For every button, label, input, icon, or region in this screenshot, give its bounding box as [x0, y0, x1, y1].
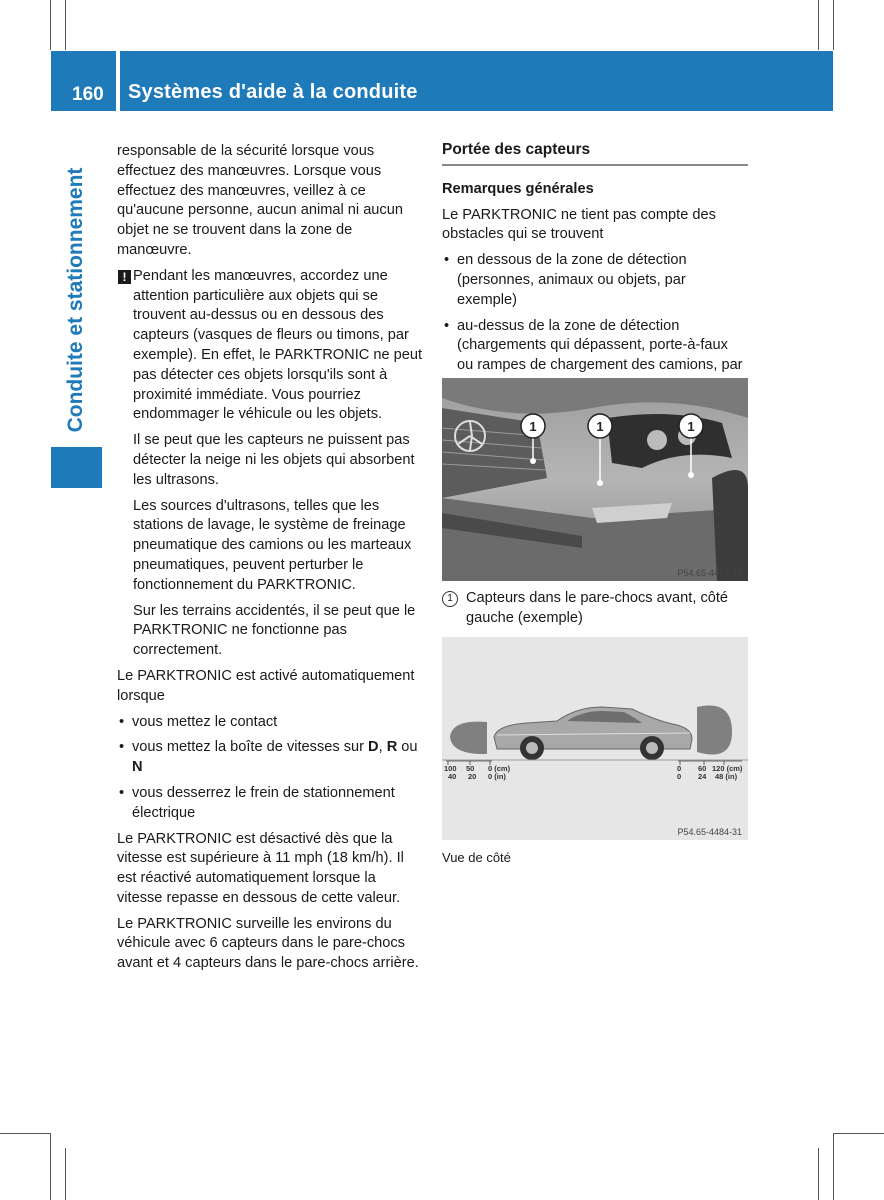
callout-number: 1 — [687, 419, 695, 434]
scale-label-in: 0 — [677, 772, 682, 781]
sub-heading: Remarques générales — [442, 180, 594, 197]
gear-r: R — [386, 739, 398, 756]
callout-number: 1 — [596, 419, 604, 434]
gear-d: D — [368, 739, 379, 756]
warning-icon: ! — [118, 270, 131, 284]
list-item: • au-dessus de la zone de détection (chargements qui dépassent, porte-à-faux ou rampes de chargement des camions, par — [442, 317, 748, 396]
separator: , — [378, 739, 387, 756]
paragraph: Le PARKTRONIC surveille les environs du véhicule avec 6 capteurs dans le pare-chocs avant et 4 capteurs dans le pare-chocs arrière. — [117, 915, 419, 972]
crop-mark — [834, 1133, 884, 1134]
chapter-thumb-tab — [51, 447, 102, 488]
scale-label-in: 20 — [468, 772, 477, 781]
crop-mark — [65, 0, 66, 50]
crop-mark — [818, 0, 819, 50]
list-item — [117, 738, 423, 778]
crop-mark — [65, 1148, 66, 1200]
scale-label-in: 24 — [698, 772, 707, 781]
front-bumper-figure — [442, 378, 748, 581]
right-column — [442, 140, 748, 402]
paragraph: Le PARKTRONIC ne tient pas compte des obstacles qui se trouvent — [442, 206, 716, 243]
crop-mark — [50, 1133, 51, 1200]
front-detection-zone — [697, 705, 732, 754]
warning-text: Les sources d'ultrasons, telles que les stations de lavage, le système de freinage pneumatique des camions ou les marteaux pneumatiques, peuvent perturber le fonctionnement du PARKTRONIC. — [133, 497, 412, 593]
section-title: Systèmes d'aide à la conduite — [128, 81, 418, 103]
figure2-caption: Vue de côté — [442, 850, 511, 865]
scale-label-cm: 50 — [466, 764, 475, 773]
figure-reference: P54.65-4472-31 — [677, 568, 742, 578]
conjunction: ou — [397, 739, 418, 756]
crop-mark — [818, 1148, 819, 1200]
list-item: • vous desserrez le frein de stationnement électrique — [117, 784, 423, 824]
caption-text: Capteurs dans le pare-chocs avant, côté gauche (exemple) — [466, 590, 729, 626]
scale-label-cm: 0 — [677, 764, 682, 773]
front-rim — [646, 742, 658, 754]
left-column — [117, 142, 423, 980]
figure1-caption — [442, 589, 748, 629]
scale-label-cm: 120 (cm) — [712, 764, 743, 773]
page-number: 160 — [72, 84, 104, 105]
crop-mark — [50, 0, 51, 50]
scale-label-in: 40 — [448, 772, 457, 781]
scale-label-in: 0 (in) — [488, 772, 506, 781]
headlight-lens — [647, 430, 667, 450]
list-item: • vous mettez le contact — [117, 713, 423, 733]
paragraph: Le PARKTRONIC est désactivé dès que la vitesse est supérieure à 11 mph (18 km/h). Il est réactivé automatiquement lorsque la vitesse repasse en dessous de cette valeur. — [117, 830, 404, 906]
side-view-figure — [442, 637, 748, 840]
gear-n: N — [132, 759, 143, 776]
crop-mark — [0, 1133, 50, 1134]
wheel-arch — [712, 470, 748, 581]
scale-label-in: 48 (in) — [715, 772, 738, 781]
paragraph: Le PARKTRONIC est activé automatiquement lorsque — [117, 667, 415, 704]
scale-label-cm: 100 — [444, 764, 457, 773]
header-divider — [116, 51, 120, 111]
warning-text: Il se peut que les capteurs ne puissent pas détecter la neige ni les objets qui absorbent les ultrasons. — [133, 432, 415, 488]
scale-label-cm: 60 — [698, 764, 707, 773]
rear-rim — [526, 742, 538, 754]
crop-mark — [833, 0, 834, 50]
warning-text: Pendant les manœuvres, accordez une attention particulière aux objets qui se trouvent au-dessus ou en dessous des capteurs (vasques de fleurs ou timons, par exemple). En effet, le PARKTRONIC ne peut pas détecter ces objets lorsqu'ils sont à proximité immédiate. Vous pourriez endommager le véhicule ou les objets. — [133, 267, 423, 423]
callout-number: 1 — [529, 419, 537, 434]
list-item: • en dessous de la zone de détection (personnes, animaux ou objets, par exemple) — [442, 251, 748, 310]
figure-reference: P54.65-4484-31 — [677, 827, 742, 837]
list-item-text: vous mettez la boîte de vitesses sur — [132, 739, 369, 756]
section-heading: Portée des capteurs — [442, 140, 748, 166]
crop-mark — [833, 1133, 834, 1200]
chapter-side-label: Conduite et stationnement — [64, 167, 87, 433]
warning-text: Sur les terrains accidentés, il se peut que le PARKTRONIC ne fonctionne pas correctement. — [133, 602, 416, 659]
paragraph: responsable de la sécurité lorsque vous effectuez des manœuvres. Lorsque vous effectuez des manœuvres, veillez à ce qu'aucune personne, aucun animal ni aucun objet ne se trouvent dans la zone de manœuvre. — [117, 143, 403, 258]
warning-block — [117, 267, 423, 661]
caption-number: 1 — [442, 591, 458, 607]
scale-label-cm: 0 (cm) — [488, 764, 511, 773]
